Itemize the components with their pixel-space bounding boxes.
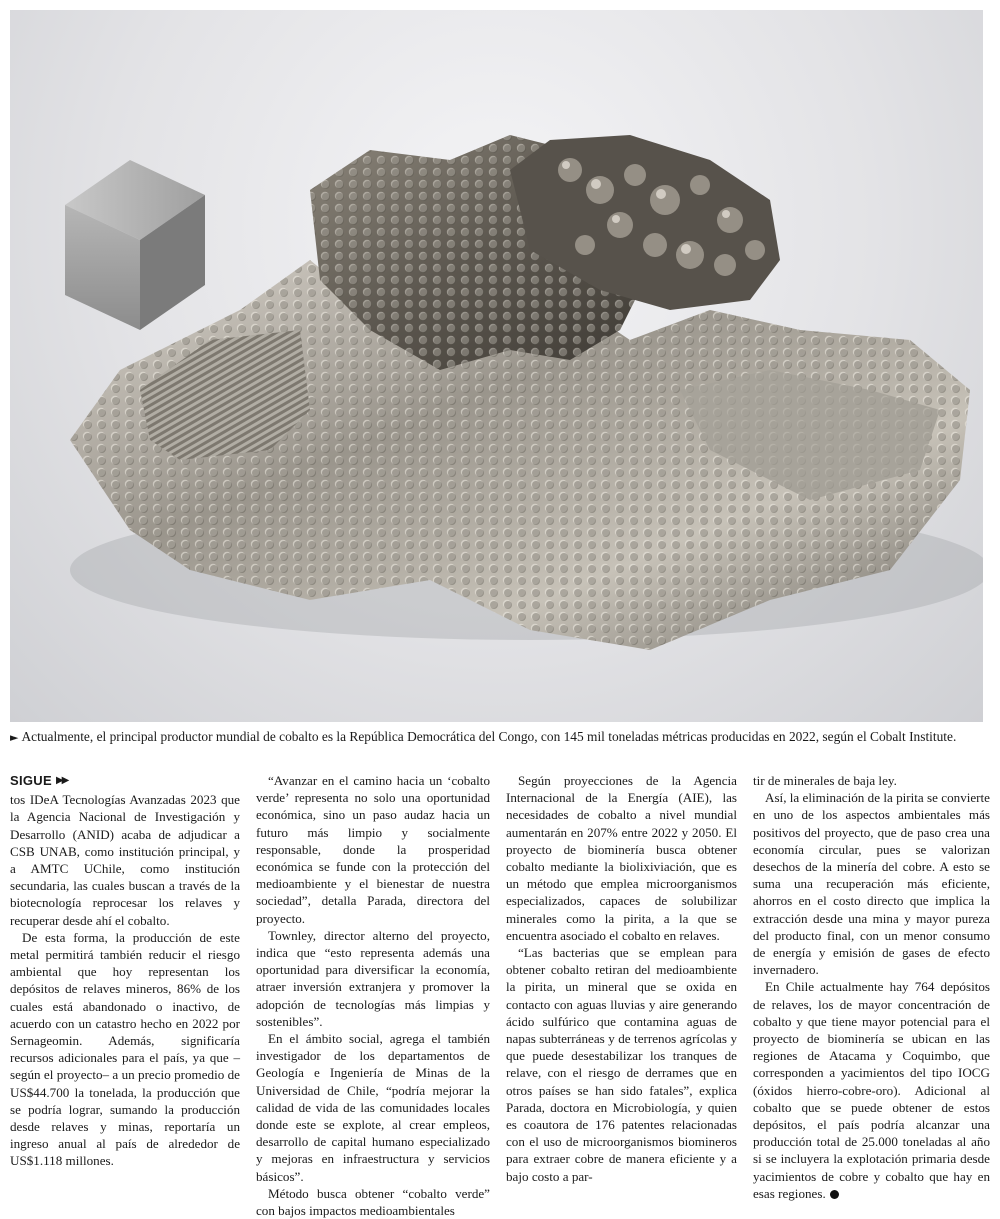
paragraph: “Las bacterias que se emplean para obtener cobalto retiran del medioambiente la pirita, un mineral que se oxida en contacto con aguas lluvias y aire generando ácido sulfúrico que contamina aguas de napas subterráneas y de terrenos agrícolas y que puede desestabilizar los tranques de relave, con el riesgo de derrames que en otros países se han sido fatales”, explica Parada, doctora en Microbiología, y quien es coautora de 176 patentes relacionadas con el uso de microorganismos biomineros para extraer cobre de manera eficiente y a bajo costo a par- xyxy=(506,945,737,1184)
sigue-text: SIGUE xyxy=(10,773,52,788)
paragraph: De esta forma, la producción de este metal permitirá también reducir el riesgo ambiental que hoy representan los depósitos de relaves mineros, 86% de los cuales está abandonado o inactivo, de acuerdo con un catastro hecho en 2022 por Sernageomin. Además, significaría recursos adicionales para el país, ya que –según el proyecto– a un precio promedio de US$44.700 la tonelada, la producción que se podría lograr, sumando la producción desde relaves y minas, reportaría un ingreso anual al país de alrededor de US$1.118 millones. xyxy=(10,929,240,1169)
cobalt-metal-pieces-illustration xyxy=(10,10,983,722)
paragraph: tos IDeA Tecnologías Avanzadas 2023 que la Agencia Nacional de Investigación y Desarrollo (ANID) acaba de adjudicar a CSB UNAB, como institución principal, y a AMTC UChile, como institución secundaria, las cuales buscan a través de la biotecnología reprocesar los relaves y recuperar desde ahí el cobalto. xyxy=(10,792,240,928)
paragraph: “Avanzar en el camino hacia un ‘cobalto verde’ representa no solo una oportunidad económica, sino un paso audaz hacia un futuro más limpio y socialmente responsable, donde la prosperidad económica se funde con la protección del medioambiente y el bienestar de nuestra sociedad”, detalla Parada, directora del proyecto. xyxy=(256,773,490,926)
paragraph: tir de minerales de baja ley. xyxy=(753,773,897,788)
paragraph: Townley, director alterno del proyecto, indica que “esto representa además una oportunidad para diversificar la economía, atraer inversión extranjera y promover la adopción de tecnologías más limpias y sostenibles”. xyxy=(256,927,490,1029)
double-arrow-icon: ▶▶ xyxy=(55,775,68,786)
article-column-3 xyxy=(506,772,753,1184)
paragraph: Según proyecciones de la Agencia Internacional de la Energía (AIE), las necesidades de cobalto a nivel mundial aumentarán en 207% entre 2022 y 2050. El proyecto de biominería busca obtener cobalto mediante la biolixiviación, que es un método que emplea microorganismos especializados, capaces de solubilizar minerales como la pirita, a la que se encuentra asociado el cobalto en relaves. xyxy=(506,773,737,943)
paragraph: Así, la eliminación de la pirita se convierte en uno de los aspectos ambientales más positivos del proyecto, que de paso crea una economía circular, pues se valorizan desechos de la minería del cobre. A esto se suma una recuperación más eficiente, ahorros en el costo directo que implica la extracción desde una mina y mayor pureza del producto final, con un menor consumo de energía y emisión de gases de efecto invernadero. xyxy=(753,790,990,978)
cobalt-photo xyxy=(10,10,983,722)
caption-marker-icon: ► xyxy=(10,731,19,744)
article-column-1 xyxy=(10,772,256,1169)
end-of-article-icon xyxy=(830,1190,839,1199)
article-column-2 xyxy=(256,772,506,1219)
paragraph: Método busca obtener “cobalto verde” con bajos impactos medioambientales xyxy=(256,1185,490,1219)
sigue-label xyxy=(10,772,240,789)
paragraph xyxy=(753,978,990,1202)
final-paragraph-text: En Chile actualmente hay 764 depósitos de relaves, los de mayor concentración de cobalto y que tiene mayor potencial para el proyecto de biominería se ubican en las regiones de Atacama y Coquimbo, que corresponden a yacimientos del tipo IOCG (óxidos hierro-cobre-oro). Adicional al cobalto que se puede obtener de estos depósitos, el país podría alcanzar una producción total de 25.000 toneladas al año si se incluyera la explotación primaria desde yacimientos de cobre y cobalto que hay en esas regiones. xyxy=(753,979,990,1201)
paragraph: En el ámbito social, agrega el también investigador de los departamentos de Geología e Ingeniería de Minas de la Universidad de Chile, “podría mejorar la calidad de vida de las comunidades locales donde este se explote, al crear empleos, desarrollo de capital humano especializado y mejoras en infraestructura y servicios básicos”. xyxy=(256,1031,490,1184)
caption-text: Actualmente, el principal productor mundial de cobalto es la República Democrática del Congo, con 145 mil toneladas métricas producidas en 2022, según el Cobalt Institute. xyxy=(21,729,957,744)
article-body xyxy=(10,772,990,1219)
photo-caption xyxy=(10,728,990,747)
article-column-4 xyxy=(753,772,990,1201)
